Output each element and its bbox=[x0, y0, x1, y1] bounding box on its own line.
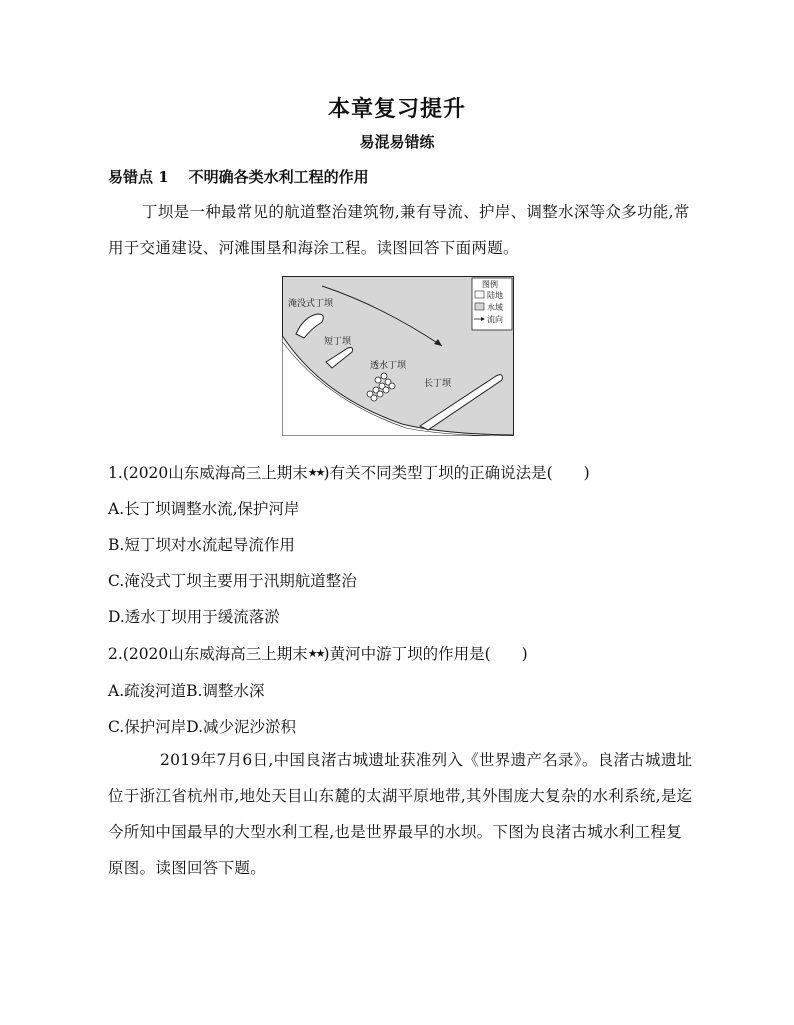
q2-options-cd: C.保护河岸D.减少泥沙淤积 bbox=[108, 718, 297, 736]
q1-option-c: C.淹没式丁坝主要用于汛期航道整治 bbox=[108, 572, 357, 590]
label-submerged: 淹没式丁坝 bbox=[288, 299, 334, 309]
q1-prefix: 1.(2020山东威海高三上期末 bbox=[108, 464, 308, 482]
q2-options-ab: A.疏浚河道B.调整水深 bbox=[108, 682, 265, 700]
legend-flow: 流向 bbox=[487, 315, 503, 324]
difficulty-stars-icon: ★★ bbox=[307, 647, 324, 660]
question-2 bbox=[108, 642, 528, 664]
passage-2: 2019年7月6日,中国良渚古城遗址获准列入《世界遗产名录》。良渚古城遗址位于浙江省杭州市,地处天目山东麓的太湖平原地带,其外围庞大复杂的水利系统,是迄今所知中国最早的大型水利工程,也是世界最早的水坝。下图为良渚古城水利工程复原图。读图回答下题。 bbox=[108, 751, 693, 877]
q2-suffix: )黄河中游丁坝的作用是( ) bbox=[323, 645, 528, 663]
page-subtitle: 易混易错练 bbox=[359, 133, 435, 151]
intro-paragraph: 丁坝是一种最常见的航道整治建筑物,兼有导流、护岸、调整水深等众多功能,常用于交通建设、河滩围垦和海涂工程。读图回答下面两题。 bbox=[108, 203, 690, 257]
section-text: 不明确各类水利工程的作用 bbox=[188, 168, 369, 186]
legend bbox=[472, 278, 512, 330]
label-short: 短丁坝 bbox=[324, 337, 352, 347]
q1-option-b: B.短丁坝对水流起导流作用 bbox=[108, 536, 295, 554]
q2-prefix: 2.(2020山东威海高三上期末 bbox=[108, 645, 308, 663]
legend-land: 陆地 bbox=[487, 291, 503, 300]
question-1 bbox=[108, 461, 590, 483]
q1-suffix: )有关不同类型丁坝的正确说法是( ) bbox=[323, 464, 590, 482]
groyne-diagram bbox=[282, 276, 514, 436]
label-long: 长丁坝 bbox=[424, 379, 452, 389]
q1-option-a: A.长丁坝调整水流,保护河岸 bbox=[108, 500, 300, 518]
difficulty-stars-icon: ★★ bbox=[307, 466, 324, 479]
legend-title: 图例 bbox=[482, 280, 498, 289]
label-permeable: 透水丁坝 bbox=[370, 361, 407, 371]
q1-option-d: D.透水丁坝用于缓流落淤 bbox=[108, 608, 280, 626]
section-heading bbox=[108, 166, 369, 187]
legend-water: 水域 bbox=[487, 303, 503, 312]
section-label: 易错点 1 bbox=[108, 168, 169, 186]
page-title: 本章复习提升 bbox=[327, 96, 466, 122]
